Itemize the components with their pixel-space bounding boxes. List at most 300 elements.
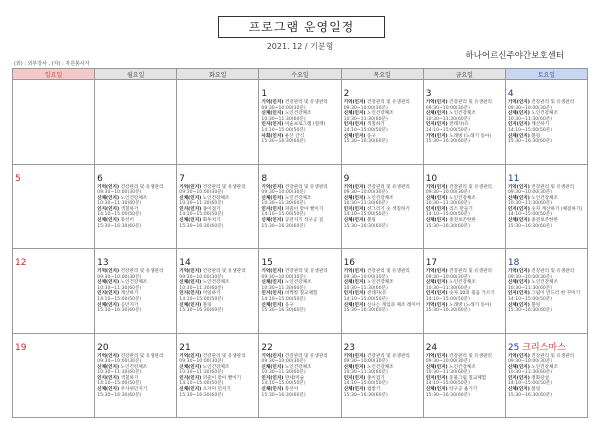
program-time: 15:30~16:30(60분): [507, 308, 553, 314]
day-header: [261, 166, 338, 185]
program-name: 건강관리 및 유생관리: [284, 353, 328, 359]
day-number: 18: [507, 258, 520, 268]
day-number: 24: [425, 342, 438, 353]
program-time: 09:30~10:00(30분): [425, 105, 470, 111]
program-category: 기억(인지): [261, 353, 284, 359]
program-category: 신체(인지): [261, 218, 284, 224]
program-name: 노인건강체조: [366, 195, 394, 201]
program-name: 건강관리 및 유생관리: [366, 269, 410, 274]
program-name: 비쩍칼 칠교체험: [284, 291, 318, 297]
program-category: 인지(인지): [97, 291, 120, 297]
program-name: 노인건강체조: [449, 195, 476, 201]
program-time: 09:30~10:00(30분): [507, 105, 553, 111]
program-entry: [261, 218, 338, 229]
program-time: 14:10~15:00(50분): [507, 212, 553, 218]
event-list: [508, 185, 585, 230]
program-category: 신체(인지): [343, 387, 366, 393]
program-name: 건강관리 및 유생관리: [531, 184, 575, 190]
program-category: 인지(인지): [261, 291, 284, 297]
calendar-day-cell: [341, 333, 423, 418]
program-entry: [179, 291, 256, 302]
program-name: 탁구공 옮기기: [449, 387, 478, 393]
program-entry: [179, 387, 256, 398]
program-entry: [179, 303, 256, 314]
program-category: 인지(인지): [97, 375, 120, 381]
program-time: 09:30~10:00(30분): [507, 359, 553, 365]
program-category: 기억(인지): [179, 353, 202, 359]
program-entry: [508, 303, 585, 314]
day-header: [344, 335, 421, 354]
day-number: 7: [179, 173, 186, 184]
program-entry: [426, 111, 503, 122]
program-name: 정화강설: [531, 375, 550, 381]
program-name: 웅구: [366, 133, 376, 139]
program-category: 신체(인지): [261, 387, 284, 393]
program-name: 건강관리 및 유생관리: [531, 353, 575, 359]
weekday-header-thu: 목요일: [341, 69, 423, 80]
event-list: [97, 185, 174, 230]
program-time: 14:10~15:00(50분): [425, 296, 470, 302]
event-list: [426, 354, 503, 399]
event-list: [344, 269, 421, 314]
program-time: 09:30~10:00(30분): [507, 274, 553, 280]
program-time: 10:30~11:30(60분): [179, 370, 224, 376]
program-name: 동물그림 칠교체험: [449, 375, 487, 381]
program-time: 10:30~11:30(60분): [507, 370, 553, 376]
event-list: [344, 185, 421, 230]
program-entry: [179, 185, 256, 196]
program-category: 신체(인지): [343, 133, 366, 139]
event-list: [179, 354, 256, 399]
program-category: 신체(인지): [97, 387, 120, 393]
program-category: 신체(인지): [179, 218, 202, 224]
program-time: 09:30~10:00(30분): [343, 105, 388, 111]
calendar-day-cell: [177, 80, 259, 165]
program-name: 노인건강체조: [284, 364, 312, 370]
program-name: 노인건강체조: [120, 364, 148, 370]
program-name: 숫자 10의 묶음 가르기: [449, 291, 495, 297]
program-entry: [508, 354, 585, 365]
program-name: 건강관리 및 유생관리: [366, 100, 410, 105]
day-number: 16: [343, 258, 356, 268]
calendar-week-row: [13, 164, 588, 249]
program-category: 신체(인지): [425, 111, 448, 117]
program-name: 건강관리 및 유생관리: [284, 184, 328, 190]
day-number: 8: [261, 173, 268, 184]
program-category: 신체(인지): [261, 111, 284, 117]
program-name: 퍼즐이 맞아 빨이기: [202, 375, 242, 381]
day-header: [508, 166, 585, 185]
program-name: 건강관리 및 유생관리: [120, 184, 164, 190]
program-time: 10:30~11:30(60분): [343, 370, 388, 376]
program-name: 노인건강체조: [284, 195, 312, 201]
event-list: [344, 100, 421, 145]
program-entry: [344, 387, 421, 398]
program-time: 09:30~10:00(30분): [97, 190, 142, 196]
program-name: 주사위던지기: [120, 387, 148, 393]
program-time: 09:30~10:00(30분): [343, 190, 388, 196]
program-entry: [344, 365, 421, 376]
day-number: 21: [179, 342, 191, 353]
program-category: 인지(인지): [261, 206, 284, 212]
day-header: [261, 335, 338, 354]
program-category: 기억(인지): [261, 184, 284, 190]
program-time: 09:30~10:00(30분): [179, 190, 224, 196]
program-category: 신체(인지): [425, 280, 448, 286]
program-entry: [344, 100, 421, 111]
day-header: [97, 166, 174, 185]
weekday-header-sat: 토요일: [505, 69, 587, 80]
program-time: 14:10~15:00(50분): [425, 127, 470, 133]
program-category: 신체(인지): [425, 364, 448, 370]
program-name: 풍선이: [120, 218, 134, 224]
program-name: 건강관리 및 유생관리: [531, 269, 575, 274]
program-entry: [508, 100, 585, 111]
program-name: 노인건강체조: [531, 280, 558, 286]
program-category: 신체(인지): [261, 364, 284, 370]
program-time: 10:30~11:30(60분): [97, 285, 142, 291]
day-number: 2: [343, 89, 350, 99]
day-header: [508, 250, 585, 269]
calendar-day-cell: [423, 333, 505, 418]
program-name: 노래방 (노래기 동아): [449, 302, 492, 308]
program-name: 건강관리 및 유생관리: [284, 269, 328, 274]
program-entry: [344, 218, 421, 229]
program-entry: [508, 387, 585, 398]
program-category: 기억(인지): [425, 133, 448, 139]
day-number: 13: [97, 258, 109, 268]
program-name: 풍선이: [284, 387, 299, 393]
program-time: 14:10~15:00(50분): [261, 296, 306, 302]
event-list: [508, 269, 585, 314]
program-time: 10:30~11:30(60분): [343, 201, 388, 207]
program-category: 신체(인지): [507, 218, 530, 224]
event-list: [261, 100, 338, 145]
program-name: 건강관리 및 유생관리: [202, 269, 246, 274]
program-time: 15:30~16:30(60분): [425, 308, 470, 314]
program-category: 기억(인지): [261, 100, 284, 105]
program-name: 건강관리 및 유생관리: [120, 353, 164, 359]
program-category: 기억(인지): [507, 269, 530, 274]
calendar-day-cell: [505, 164, 587, 249]
program-time: 15:30~16:30(60분): [343, 308, 388, 314]
program-entry: [97, 218, 174, 229]
program-entry: [344, 303, 421, 314]
program-entry: [261, 291, 338, 302]
program-entry: [508, 269, 585, 280]
program-category: 신체(인지): [507, 133, 530, 139]
event-list: [179, 185, 256, 230]
program-category: 신체(인지): [97, 280, 120, 286]
program-time: 15:30~16:30(60분): [425, 139, 470, 145]
program-entry: [97, 354, 174, 365]
calendar-day-cell: [95, 249, 177, 334]
program-entry: [344, 354, 421, 365]
program-time: 14:10~15:00(50분): [97, 296, 142, 302]
program-name: 건강관리 및 유생관리: [366, 184, 410, 190]
program-time: 14:10~15:00(50분): [261, 381, 306, 387]
program-entry: [261, 100, 338, 111]
program-name: 미술프로그램 (릴렉): [284, 122, 326, 128]
day-number: 4: [507, 89, 514, 99]
day-header: [261, 81, 338, 100]
program-category: 기억(인지): [179, 269, 202, 274]
calendar-day-cell: [423, 249, 505, 334]
program-time: 09:30~10:00(30분): [425, 274, 470, 280]
program-category: 신체(인지): [261, 280, 284, 286]
day-number: 9: [343, 173, 350, 184]
program-category: 기억(인지): [425, 302, 448, 308]
program-category: 인지(인지): [261, 375, 284, 381]
program-category: 신체(인지): [343, 364, 366, 370]
program-name: 공던지기 작구공 길: [284, 218, 324, 224]
program-name: 노인건강체조: [531, 195, 558, 201]
program-category: 신체(인지): [179, 195, 202, 201]
program-time: 15:30~16:30(60분): [261, 392, 306, 398]
calendar-day-cell: [13, 333, 95, 418]
program-time: 10:30~11:30(60분): [261, 116, 306, 122]
day-header: [15, 335, 92, 354]
program-entry: [426, 387, 503, 398]
day-header: [97, 335, 174, 354]
legend-note: (외) : 외부강사 , (자) : 자원봉사자: [14, 61, 90, 67]
day-header: [426, 166, 503, 185]
program-time: 14:10~15:00(50분): [425, 212, 470, 218]
program-name: 노인건강체조: [366, 364, 394, 370]
event-list: [97, 354, 174, 399]
program-time: 15:30~16:30(60분): [425, 223, 470, 229]
program-time: 15:30~16:30(60분): [507, 223, 553, 229]
program-entry: [97, 185, 174, 196]
program-entry: [97, 207, 174, 218]
day-number: 23: [343, 342, 356, 353]
program-name: 건강관리 및 유생관리: [531, 100, 575, 105]
event-list: [179, 269, 256, 314]
program-time: 14:10~15:00(50분): [425, 381, 470, 387]
program-time: 09:30~10:00(30분): [261, 274, 306, 280]
program-entry: [426, 365, 503, 376]
program-name: 볼링: [531, 387, 541, 393]
day-header: [344, 250, 421, 269]
program-category: 기억(인지): [507, 184, 530, 190]
program-time: 09:30~10:00(30분): [343, 274, 388, 280]
calendar-day-cell: [177, 164, 259, 249]
calendar-day-cell: [95, 164, 177, 249]
program-time: 14:10~15:00(50분): [179, 296, 224, 302]
program-category: 인지(인지): [343, 206, 366, 212]
program-time: 09:30~10:00(30분): [261, 359, 306, 365]
program-entry: [344, 291, 421, 302]
program-category: 신체(인지): [507, 195, 530, 201]
program-name: 노인건강체조: [449, 364, 476, 370]
program-name: 전래자(유: [449, 122, 469, 128]
program-entry: [426, 196, 503, 207]
program-entry: [97, 291, 174, 302]
program-name: 노인건강체조: [366, 111, 394, 117]
program-time: 09:30~10:00(30분): [343, 359, 388, 365]
day-number: 17: [425, 258, 438, 268]
calendar-day-cell: [259, 80, 341, 165]
program-time: 10:30~11:30(60분): [97, 201, 142, 207]
program-name: 색칠하기: [366, 122, 385, 128]
program-time: 14:10~15:00(50분): [261, 212, 306, 218]
day-header: [179, 335, 256, 354]
program-time: 09:30~10:00(30분): [179, 274, 224, 280]
program-entry: [426, 291, 503, 302]
calendar-day-cell: [341, 164, 423, 249]
event-list: [344, 354, 421, 399]
program-category: 기억(인지): [97, 184, 120, 190]
program-entry: [179, 269, 256, 280]
program-name: 미일하기: [202, 291, 221, 297]
program-time: 15:30~16:30(60분): [179, 392, 224, 398]
program-entry: [179, 196, 256, 207]
program-name: 건강관리 및 유생관리: [366, 353, 410, 359]
program-category: 인지(인지): [179, 206, 202, 212]
program-category: 신체(인지): [97, 302, 120, 308]
page-title: 프로그램 운영일정: [218, 16, 385, 38]
holiday-label: 크리스마스: [522, 342, 566, 353]
program-time: 15:30~16:30(60분): [343, 223, 388, 229]
program-category: 인지(인지): [179, 375, 202, 381]
program-entry: [179, 280, 256, 291]
event-list: [261, 185, 338, 230]
program-entry: [508, 185, 585, 196]
program-time: 10:30~11:30(60분): [179, 285, 224, 291]
program-entry: [344, 134, 421, 145]
program-entry: [344, 111, 421, 122]
day-header: [15, 250, 92, 269]
program-category: 신체(인지): [507, 302, 530, 308]
program-category: 기억(인지): [507, 353, 530, 359]
program-category: 인지(인지): [425, 122, 448, 128]
program-time: 10:30~11:30(60분): [261, 285, 306, 291]
program-entry: [97, 365, 174, 376]
program-category: 인지(인지): [343, 375, 366, 381]
program-category: 신체(인지): [179, 280, 202, 286]
program-entry: [426, 122, 503, 133]
calendar-day-cell: [177, 333, 259, 418]
program-entry: [344, 196, 421, 207]
program-time: 15:30~16:30(60분): [507, 139, 553, 145]
program-name: 공던지기: [120, 302, 139, 308]
event-list: [261, 269, 338, 314]
day-number: 12: [15, 258, 27, 268]
program-name: 계산하기: [120, 291, 139, 297]
program-category: 신체(인지): [507, 280, 530, 286]
program-entry: [261, 354, 338, 365]
organization-name: 하나어르신주야간보호센터: [465, 51, 564, 61]
program-name: 건강관리 및 유생관리: [449, 184, 492, 190]
program-entry: [426, 376, 503, 387]
program-name: 컵쌓기: [366, 387, 381, 393]
program-name: 볼링: [202, 302, 212, 308]
program-entry: [508, 218, 585, 229]
day-header: [179, 166, 256, 185]
day-header: [426, 81, 503, 100]
day-number: 6: [97, 173, 103, 184]
program-category: 사회(인지): [261, 133, 284, 139]
calendar-day-cell: [13, 80, 95, 165]
program-name: 계산하기: [531, 122, 550, 128]
program-entry: [261, 134, 338, 145]
program-entry: [344, 122, 421, 133]
program-category: 인지(인지): [179, 291, 202, 297]
day-header: [426, 250, 503, 269]
program-name: 노인건강체조: [449, 111, 476, 117]
day-header: [15, 166, 92, 185]
program-time: 15:30~16:30(60분): [97, 308, 142, 314]
program-name: 만세/미술: [284, 375, 305, 381]
day-header: [97, 250, 174, 269]
program-time: 15:30~16:30(60분): [425, 392, 470, 398]
program-entry: [508, 280, 585, 291]
program-name: 건강관리 및 유생관리: [120, 269, 164, 274]
program-category: 신체(인지): [507, 364, 530, 370]
program-entry: [261, 387, 338, 398]
program-name: 건강관리 및 유생관리: [449, 353, 492, 359]
program-entry: [97, 280, 174, 291]
program-entry: [508, 111, 585, 122]
program-entry: [426, 218, 503, 229]
weekday-header-mon: 월요일: [95, 69, 177, 80]
calendar-week-row: [13, 80, 588, 165]
program-category: 기억(인지): [425, 100, 448, 105]
program-category: 인지(인지): [425, 291, 448, 297]
program-time: 14:10~15:00(50분): [343, 381, 388, 387]
program-time: 14:10~15:00(50분): [343, 296, 388, 302]
program-category: 인지(인지): [507, 122, 530, 128]
event-list: [97, 269, 174, 314]
program-name: 볼링: [531, 133, 541, 139]
program-entry: [261, 122, 338, 133]
program-name: 종이접기: [366, 375, 385, 381]
program-time: 10:30~11:30(60분): [425, 285, 470, 291]
program-time: 14:10~15:00(50분): [97, 212, 142, 218]
program-entry: [179, 218, 256, 229]
program-entry: [261, 185, 338, 196]
program-category: 기억(인지): [97, 269, 120, 274]
program-name: 노인건강체조: [202, 280, 230, 286]
event-list: [426, 185, 503, 230]
weekday-header-row: [13, 69, 588, 80]
program-time: 10:30~11:30(60분): [507, 201, 553, 207]
program-name: 웅구: [284, 302, 294, 308]
program-name: 건강관리 및 유생관리: [449, 100, 492, 105]
day-number: 5: [15, 173, 21, 184]
program-time: 14:10~15:00(50분): [507, 381, 553, 387]
program-name: 운산 간식: [284, 133, 305, 139]
program-entry: [426, 280, 503, 291]
program-category: 인지(인지): [425, 375, 448, 381]
program-name: 종전보존한한: [449, 218, 476, 224]
program-category: 신체(인지): [425, 387, 448, 393]
program-name: 노인건강체조: [531, 111, 558, 117]
program-entry: [261, 365, 338, 376]
calendar-table: [12, 68, 588, 418]
program-time: 14:10~15:00(50분): [179, 381, 224, 387]
program-time: 10:30~11:30(60분): [179, 201, 224, 207]
program-entry: [261, 280, 338, 291]
program-entry: [261, 196, 338, 207]
program-name: 볼링: [531, 302, 541, 308]
program-name: 건강관리 및 유생관리: [202, 353, 246, 359]
program-name: 건강관리 및 유생관리: [284, 100, 328, 105]
program-entry: [179, 376, 256, 387]
program-time: 09:30~10:00(30분): [261, 190, 306, 196]
program-entry: [344, 280, 421, 291]
program-time: 14:10~15:00(50분): [261, 127, 306, 133]
